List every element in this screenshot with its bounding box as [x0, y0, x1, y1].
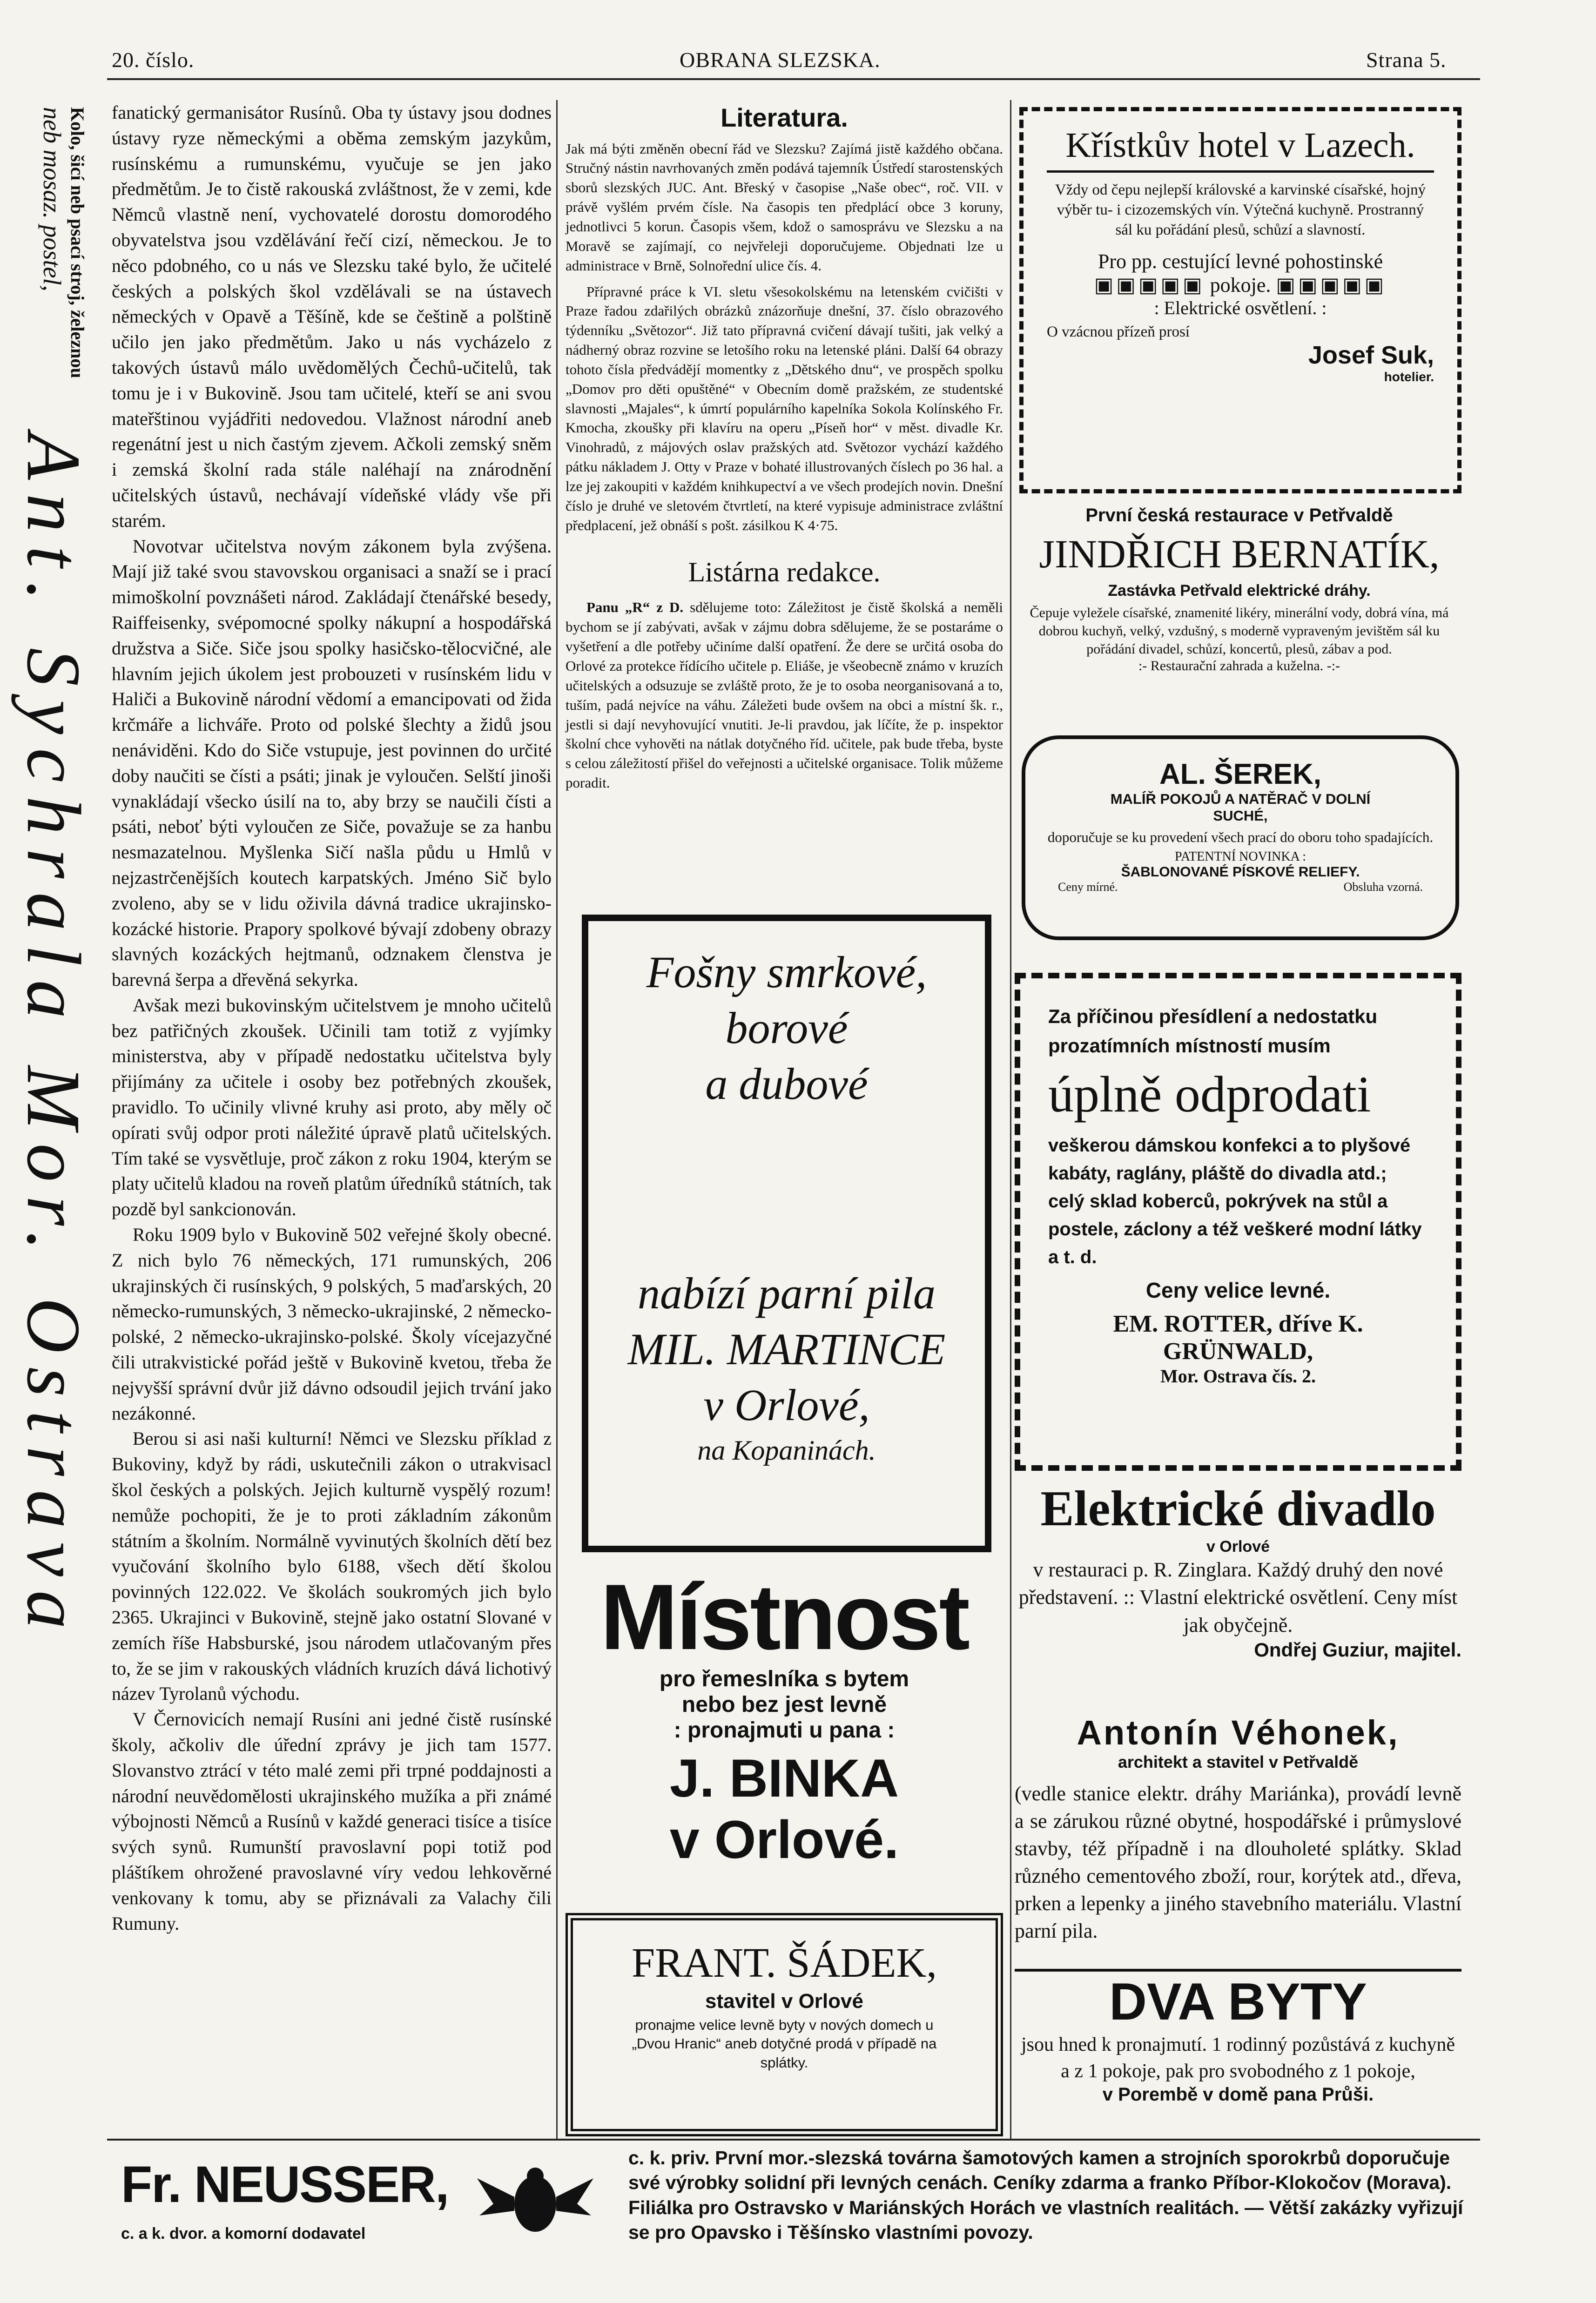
ad-fosny-line: na Kopaninách. [697, 1435, 876, 1466]
ad-serek-relief: ŠABLONOVANÉ PÍSKOVÉ RELIEFY. [1121, 864, 1360, 880]
ad-hotel-squares: ▣▣▣▣▣ [1094, 273, 1205, 296]
ad-neusser-name: Fr. NEUSSER, [121, 2156, 449, 2213]
ad-hotel-role: hotelier. [1384, 369, 1434, 384]
eagle-emblem-icon [475, 2164, 596, 2243]
ad-bernatik-pre: První česká restaurace v Petřvaldě [1085, 505, 1393, 525]
ad-serek-prices: Ceny mírné. [1058, 880, 1118, 894]
ad-hotel [1019, 107, 1461, 493]
ad-divadlo [1015, 1480, 1461, 1661]
ad-serek-name: AL. ŠEREK, [1159, 758, 1321, 790]
ad-rotter-text: veškerou dámskou konfekci a to plyšové kabáty, raglány, pláště do divadla atd.; celý sklad koberců, pokrývek na stůl a postele, záclony a též veškeré modní látky a t. d. [1048, 1135, 1422, 1267]
ad-neusser [112, 2146, 1480, 2285]
ad-neusser-text: c. k. priv. První mor.-slezská továrna šamotových kamen a strojních sporokrbů doporučuje své výrobky solidní při levných cenách. Ceníky zdarma a franko Příbor-Klokočov (Morava). Filiálka pro Ostravsko v Mariánských Horách ve vlastních realitách. — Větší zakázky vyřizují se pro Opavsko i Těšínsko vlastními povozy. [628, 2147, 1463, 2243]
article-paragraph: Berou si asi naši kulturní! Němci ve Slezsku příklad z Bukoviny, když by rádi, uskutečnili zákon o utrakvisacl škol českých a polských. Jejich kulturně vyspělý rozum! nemůže pochopiti, že je to proti základním zákonům státním a školním. Normálně vyvinutých školních dětí bez vyučování školního bylo 6188, všech dětí školou povinných 122.022. Ve školách soukromých jich bylo 2365. Ukrajinci v Bukovině, stejně jako ostatní Slované v zemích říše Habsburské, jsou národem utlačovaným přes to, že se jim v rakouských vládních kruzích dává lichotivý název Tyrolanů východu. [112, 1428, 552, 1704]
side-text-2: neb mosaz. postel, [38, 107, 66, 291]
ad-bernatik-stop: Zastávka Petřvald elektrické dráhy. [1108, 582, 1371, 599]
column-rule-2 [1010, 100, 1011, 2139]
ad-serek-trade: SUCHÉ, [1213, 808, 1268, 824]
article-paragraph: V Černovicích nemají Rusíni ani jedné čistě rusínské školy, ačkoliv dle úřední zprávy je jich tam 1577. Slovanstvo ztrácí v této malé zemi při trpné poddajnosti a národní neuvědomělosti ukrajinského mužíka a při známé výbojnosti Němců a Rusínů v každé generaci tisíce a tisíce svých synů. Rumunští pravoslavní popi totiž pod pláštíkem ohrožené pravoslavné víry vedou lehkověrné venkovany k tomu, aby se přiznávali za Valachy čili Rumuny. [112, 1709, 552, 1934]
ad-rotter-prices: Ceny velice levné. [1145, 1278, 1331, 1302]
ad-fosny-line: a dubové [705, 1059, 868, 1109]
ad-serek [1022, 735, 1459, 940]
ad-bernatik-name: JINDŘICH BERNATÍK, [1039, 532, 1440, 576]
listarna-text: sdělujeme toto: Záležitost je čistě školská a neměli bychom se jí zabývati, avšak v zájmu dobra sdělujeme, že se postaráme o vyšetření a dle potřeby učiníme další opatření. Že dere se určitá osoba do Orlové za protekce řídícího učitele p. Eliáše, je všeobecně známo v kruzích učitelských a odsuzuje se zvláště proto, že je to osoba neorganisovaná a to, tuším, padá nejvíce na váhu. Záležeti bude ovšem na obci a místní šk. r., jestli si dají nevyhovující vnutiti. Je-li pravdou, jak líčíte, že p. inspektor školní chce vyhověti na nátlak dotyčného říd. učitele, pak bude třeba, byste s celou záležitostí přišel do veřejnosti a učitelské organisace. Tolik můžeme poradit. [566, 599, 1003, 791]
literatura-paragraph: Jak má býti změněn obecní řád ve Slezsku? Zajímá jistě každého občana. Stručný nástin navrhovaných změn podává tajemník Ústředí starostenských sborů slezských JUC. Ant. Břeský v časopise „Naše obec“, roč. VII. v právě vyšlém prvém čísle. Na časopis ten předplácí obce 3 koruny, jednotlivci 5 korun. Časopis všem, kdož o samosprávu ve Slezsku a na Moravě se zajímají, co nejvřeleji doporučujeme. Objednati lze u administrace v Brně, Solnořední ulice čís. 4. [566, 140, 1003, 274]
literatura-heading: Literatura. [721, 103, 848, 132]
ad-mistnost-name: J. BINKA [669, 1749, 899, 1808]
ad-rotter-name: EM. ROTTER, dříve K. GRÜNWALD, [1113, 1311, 1363, 1365]
ad-serek-text: doporučuje se ku provedení všech prací do oboru toho spadajících. [1047, 829, 1434, 845]
page-number: Strana 5. [1366, 48, 1447, 72]
ad-hotel-text: O vzácnou přízeň prosí [1047, 323, 1190, 340]
article-paragraph: Novotvar učitelstva novým zákonem byla zvýšena. Mají již také svou stavovskou organisaci a snaží se i prací mimoškolní povznášeti národ. Zakládají čtenářské besedy, Raiffeisenky, svépomocné spolky nákupní a hospodářská družstva a Siče. Siče jsou spolky hasičsko-tělocvičné, ale hlavním jejich úkolem jest probouzeti v rusínském lidu v Haliči a Bukovině národní vědomí a emancipovati od žida krčmáře a lichváře. Proto od polské šlechty a židů jsou nenáviděni. Kdo do Siče vstupuje, jest povinnen do určité doby naučiti se čísti a psáti; jinak je vyloučen. Selští jinoši vynakládají všecko úsilí na to, aby brzy se naučili čísti a psáti, neboť býti vyloučen ze Siče, považuje se za hanbu nesmazatelnou. Myšlenka Sičí našla půdu u Hmlů v nejzastrčenějších koutech karpatských. Jméno Sič bylo zvoleno, aby se v lidu oživila dávná tradice ukrajinsko-kozácké historie. Prapory spolkové bývají zdobeny obrazy slavných kozáckých hejtmanů, odznakem členstva je barevná šerpa a dřevěná sekyrka. [112, 535, 552, 990]
newspaper-title: OBRANA SLEZSKA. [680, 48, 881, 72]
ad-mistnost [566, 1565, 1003, 1871]
ad-bernatik-garden: :- Restaurační zahrada a kuželna. -:- [1138, 658, 1340, 673]
article-paragraph: Roku 1909 bylo v Bukovině 502 veřejné školy obecné. Z nich bylo 76 německých, 171 rumunských, 206 ukrajinských či rusínských, 9 polských, 5 maďarských, 20 německo-rumunských, 3 německo-ukrajinské, 2 německo-polské, 2 německo-ukrajinsko-polské. Školy vícejazyčné čili utrakvistické pořád ještě v Bukovině kvetou, třeba že nejvyšší správní dvůr již dávno odsoudil jejich trvání jako nezákonné. [112, 1224, 552, 1424]
bottom-rule [107, 2139, 1480, 2141]
ad-mistnost-line: pro řemeslníka s bytem [659, 1667, 909, 1691]
ad-serek-service: Obsluha vzorná. [1343, 880, 1423, 894]
listarna-heading: Listárna redakce. [688, 557, 881, 588]
ad-sadek [566, 1913, 1003, 2136]
literatura-section [566, 100, 1003, 793]
ad-sadek-name: FRANT. ŠÁDEK, [632, 1940, 937, 1986]
ad-sadek-text: pronajme velice levně byty v nových domech u „Dvou Hranic“ aneb dotyčné prodá v případě na splátky. [632, 2017, 937, 2071]
ad-byty-title: DVA BYTY [1015, 1969, 1461, 2032]
ad-fosny-line: MIL. MARTINCE [627, 1324, 946, 1374]
ad-divadlo-text: v restauraci p. R. Zinglara. Každý druhý den nové představení. :: Vlastní elektrické osvětlení. Ceny míst jak obyčejně. [1018, 1558, 1458, 1636]
ad-rotter-address: Mor. Ostrava čís. 2. [1160, 1366, 1316, 1387]
ad-serek-patent: PATENTNÍ NOVINKA : [1174, 849, 1306, 864]
ad-rotter [1015, 973, 1461, 1471]
literatura-paragraph: Přípravné práce k VI. sletu všesokolskému na letenském cvičišti v Praze řadou zdařilých obrázků znázorňuje dnešní, 37. číslo obrazového týdenníku „Světozor“. Již tato přípravná cvičení dávají tušiti, jak velký a nádherný obraz rozvine se letošího roku na letenské pláni. Další 64 obrazy tohoto čísla předvádějí momentky z „Dětského dnu“, ve prospěch spolku „Domov pro děti opuštěné“ v Obecním domě pražském, ze studentské slavnosti „Majales“, k úmrtí populárního kapelníka Sokola Kolínského Fr. Kmocha, zkoušky při klavíru na operu „Píseň hor“ v měst. divadle Kr. Vinohradů, z májových oslav pražských atd. Světozor vychází každého pátku nákladem J. Otty v Praze v bohaté illustrovaných číslech po 36 hal. a lze jej zakoupiti v každém knihkupectví a ve všech prodejích novin. Dnešní číslo je druhé ve sletovém čtvrtletí, na které vypisuje administrace zvláštní předplacení, jež obnáší s pošt. zásilkou K 4·75. [566, 283, 1003, 533]
ad-rotter-headline: úplně odprodati [1048, 1066, 1371, 1123]
ad-neusser-sub: c. a k. dvor. a komorní dodavatel [121, 2225, 366, 2242]
ad-fosny-line: nabízí parní pila [637, 1268, 936, 1318]
ad-hotel-text: : Elektrické osvětlení. : [1154, 297, 1327, 318]
ad-serek-trade: MALÍŘ POKOJŮ A NATĚRAČ V DOLNÍ [1110, 791, 1371, 807]
ad-byty-text: jsou hned k pronajmutí. 1 rodinný pozůstává z kuchyně a z 1 pokoje, pak pro svobodného z 1 pokoje, [1021, 2034, 1455, 2082]
ad-vehonek-text: (vedle stanice elektr. dráhy Mariánka), provádí levně a se zárukou různé obytné, hospodářské i průmyslové stavby, též případně i na dlouholeté splátky. Sklad různého cementového zboží, rour, korýtek atd., dřeva, prken a lepenky a jiného stavebního materiálu. Vlastní parní pila. [1015, 1782, 1461, 1942]
ad-hotel-text: pokoje. [1210, 273, 1271, 296]
ad-vehonek [1015, 1713, 1461, 1945]
ad-byty-place: v Porembě v domě pana Průši. [1102, 2084, 1374, 2105]
listarna-lead: Panu „R“ z D. [586, 599, 684, 616]
ad-divadlo-sub: v Orlové [1206, 1538, 1270, 1556]
ad-fosny-line: v Orlové, [703, 1380, 870, 1430]
ad-mistnost-place: v Orlové. [669, 1810, 899, 1870]
ad-fosny-line: Fošny smrkové, [646, 947, 927, 997]
ad-hotel-text: Pro pp. cestující levné pohostinské [1098, 249, 1383, 273]
issue-number: 20. číslo. [112, 48, 195, 72]
ad-divadlo-title: Elektrické divadlo [1040, 1481, 1436, 1536]
ad-mistnost-title: Místnost [600, 1565, 969, 1669]
article-column [112, 100, 552, 1936]
ad-divadlo-owner: Ondřej Guziur, majitel. [1254, 1639, 1461, 1661]
ad-hotel-signature: Josef Suk, [1308, 341, 1434, 369]
ad-hotel-text: Vždy od čepu nejlepší královské a karvinské císařské, hojný výběr tu- i cizozemských vín. Výtečná kuchyně. Prostranný sál ku pořádání plesů, schůzí a slavností. [1055, 182, 1426, 238]
column-rule-1 [556, 100, 558, 2139]
ad-bernatik-text: Čepuje vyležele císařské, znamenité likéry, minerální vody, dobrá vína, má dobrou kuchyň, velký, vzdušný, s moderně vypraveným jevištěm sál ku pořádání divadel, schůzí, koncertů, plesů, zábav a pod. [1030, 605, 1449, 657]
ad-byty [1015, 1969, 1461, 2105]
ad-bernatik [1015, 505, 1464, 674]
ad-vehonek-sub: architekt a stavitel v Petřvaldě [1118, 1752, 1359, 1771]
header-rule [107, 78, 1480, 80]
ad-mistnost-line: nebo bez jest levně [681, 1692, 887, 1717]
ad-rotter-text: Za příčinou přesídlení a nedostatku prozatímních místností musím [1048, 1005, 1378, 1057]
ad-hotel-title: Křístkův hotel v Lazech. [1047, 125, 1434, 173]
side-big-text: Ant. Sychrala Mor. Ostrava [11, 433, 96, 1643]
ad-hotel-squares: ▣▣▣▣▣ [1276, 273, 1387, 296]
side-advert-strip [11, 107, 98, 2295]
article-paragraph: Avšak mezi bukovinským učitelstvem je mnoho učitelů bez patřičných zkoušek. Učinili tam totiž z vyjímky ministerstva, aby v případě nedostatku učitelstva byly přijímány za učitele i osoby bez potřebných zkoušek, pravidlo. To učinily vlivné kruhy asi proto, aby měly oč opírati svůj odpor proti náležité úpravě platů učitelských. Tím také se vysvětluje, proč zákon z roku 1904, kterým se platy učitelů kladou na roveň platům úředníků státních, tak pozdě byl sankcionován. [112, 994, 552, 1220]
ad-vehonek-name: Antonín Véhonek, [1077, 1713, 1400, 1752]
side-text-1: Kolo, šicí neb psací stroj, železnou [67, 107, 88, 378]
ad-mistnost-line: : pronajmuti u pana : [673, 1718, 895, 1743]
ad-fosny [582, 915, 991, 1552]
ad-sadek-sub: stavitel v Orlové [705, 1990, 863, 2013]
ad-fosny-line: borové [725, 1003, 848, 1053]
article-paragraph: fanatický germanisátor Rusínů. Oba ty ústavy jsou dodnes ústavy ryze německými a oběma zemským jazykům, rusínskému a rumunskému, vyučuje se jen jako předmětům. Je to čistě rakouská zvláštnost, že v zemi, kde Němců vlastně není, vychovatelé dorostu domorodého obyvatelstva jsou vzdělávání řečí cizí, německou. Je to něco pdobného, co u nás ve Slezsku také bylo, že učitelé českých a polských škol vzdělávali se na ústavech německých v Opavě a Těšíně, kde se češtině a polštině učilo jen jako předmětům. Jako u nás vycházelo z takových ústavů málo uvědomělých Čechů-učitelů, tak tomu je i v Bukovině. Jsou tam učitelé, kteří se ani svou mateřštinou vyjádřiti nedovedou. Vlažnost národní aneb regenátní jest u nich častým zjevem. Ačkoli zemský sněm i zemská školní rada stále naléhají na znárodnění učitelských ústavů, nechávají vídeňské vlády vše při starém. [112, 102, 552, 531]
